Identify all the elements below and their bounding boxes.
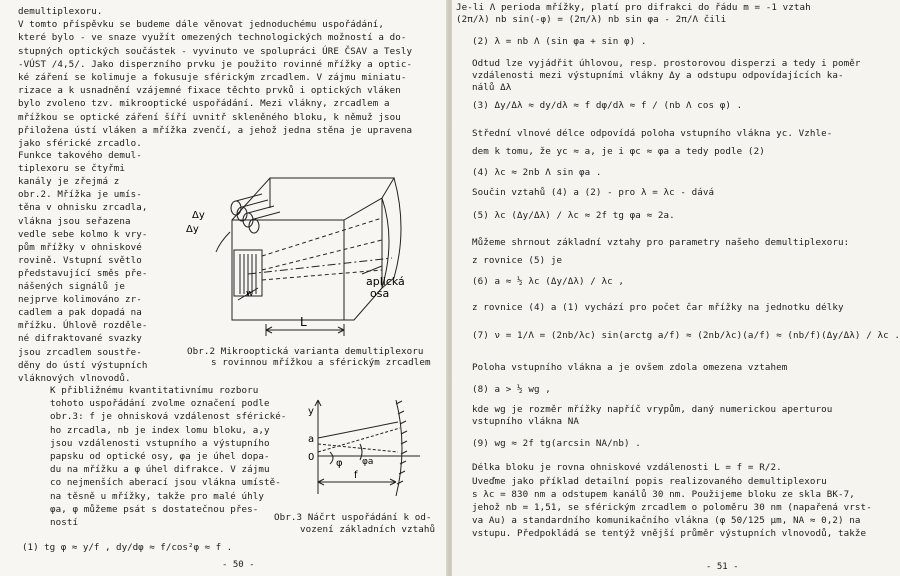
text-line: (6) a ≈ ½ λc (Δy/Δλ) / λc , (472, 276, 625, 287)
text-line: (2) λ = nb Λ (sin φa + sin φ) . (472, 36, 647, 47)
text-line: (8) a > ½ wg , (472, 384, 551, 395)
text-line: obr.3: f je ohnisková vzdálenost sférické- (50, 411, 287, 423)
text-line: (5) λc (Δy/Δλ) / λc ≈ 2f tg φa ≈ 2a. (472, 210, 675, 221)
text-line: dem k tomu, že yc ≈ a, je i φc ≈ φa a tedy podle (2) (472, 146, 765, 157)
text-line: Můžeme shrnout základní vztahy pro parametry našeho demultiplexoru: (472, 237, 850, 248)
figure-2-label-l: L (300, 315, 307, 329)
text-line: va Au) a standardního komunikačního vlákna (φ 50/125 μm, NA ≈ 0,2) na (472, 515, 861, 526)
text-line: vstupního vlákna NA (472, 416, 579, 427)
text-line: vzdálenosti mezi výstupními vlákny Δy a odstupu odpovídajících ka- (472, 70, 844, 81)
right-page (452, 0, 900, 576)
text-line: vstupu. Předpokládá se tentýž vnější průměr výstupních vlnovodů, takže (472, 528, 867, 539)
text-line: ké záření se kolimuje a fokusuje sférickým zrcadlem. V zájmu miniatu- (18, 72, 407, 83)
text-line: papsku od optické osy, φa je úhel dopa- (50, 451, 270, 462)
text-line: představující směs pře- (18, 267, 148, 279)
text-line: Funkce takového demul- (18, 150, 142, 161)
figure-2-demultiplexer (182, 170, 444, 370)
text-line: kanály je zřejmá z (18, 176, 120, 188)
text-line: Uveďme jako příklad detailní popis realizovaného demultiplexoru (472, 476, 827, 487)
text-line: vláknových vlnovodů. (18, 372, 131, 384)
text-line: s λc = 830 nm a odstupem kanálů 30 nm. Použijeme bloku ze skla BK-7, (472, 489, 855, 500)
text-line: jsou vzdálenosti vstupního a výstupního (50, 437, 270, 449)
text-line: rizace a k usnadnění vzájemné fixace těchto prvků i optických vláken (18, 85, 401, 97)
page-number-right: - 51 - (706, 562, 739, 572)
figure-3-label-a: a (308, 434, 315, 445)
text-line: Odtud lze vyjádřit úhlovou, resp. prostorovou disperzi a tedy i poměr (472, 58, 861, 69)
text-line: du na mřížku a φ úhel difrakce. V zájmu (50, 464, 270, 476)
text-line: nálů Δλ (472, 82, 512, 93)
text-line: (7) ν = 1/Λ = (2nb/λc) sin(arctg a/f) ≈ (2nb/λc)(a/f) ≈ (nb/f)(Δy/Δλ) / λc . (472, 330, 900, 341)
text-line: (2π/λ) nb sin(-φ) = (2π/λ) nb sin φa - 2π/Λ čili (456, 14, 727, 25)
figure-3-caption-2: vození základních vztahů (300, 524, 436, 535)
figure-2-label-axis-1: aplická (366, 275, 405, 288)
figure-2-label-dy: Δy (192, 210, 205, 221)
text-line: jsou zrcadlem soustře- (18, 346, 142, 358)
text-line: Střední vlnové délce odpovídá poloha vstupního vlákna yc. Vzhle- (472, 128, 833, 139)
text-line: jehož nb = 1,51, se sférickým zrcadlem o poloměru 30 nm (napařená vrst- (472, 502, 872, 513)
text-line: děny do ústí výstupních (18, 359, 148, 371)
text-line: pům mřížky v ohniskové (18, 241, 142, 253)
figure-3-label-zero: 0 (308, 452, 315, 463)
text-line: na těsně u mřížky, takže pro malé úhly (50, 490, 264, 502)
figure-3-label-phia: φa (362, 457, 374, 467)
text-line: obr.2. Mřížka je umís- (18, 189, 142, 201)
text-line: z rovnice (5) je (472, 255, 563, 266)
figure-2-caption-1: Obr.2 Mikrooptická varianta demultiplexoru (187, 346, 424, 357)
text-line: těna v ohnisku zrcadla, (18, 202, 148, 214)
text-line: rovině. Vstupní světlo (18, 254, 142, 266)
page-number-left: - 50 - (222, 560, 255, 570)
text-line: V tomto příspěvku se budeme dále věnovat jednoduchému uspořádání, (18, 19, 385, 31)
figure-2-label-axis-2: osa (370, 287, 390, 300)
text-line: Součin vztahů (4) a (2) - pro λ = λc - dává (472, 187, 715, 198)
text-line: né difraktované svazky (18, 333, 142, 345)
text-line: (3) Δy/Δλ ≈ dy/dλ ≈ f dφ/dλ ≈ f / (nb Λ cos φ) . (472, 100, 743, 111)
text-line: (4) λc ≈ 2nb Λ sin φa . (472, 167, 602, 178)
text-line: demultiplexoru. (18, 6, 103, 17)
text-line: z rovnice (4) a (1) vychází pro počet čar mřížky na jednotku délky (472, 302, 844, 313)
text-line: K přibližnému kvantitativnímu rozboru (50, 385, 259, 396)
text-line: tiplexoru se čtyřmi (18, 163, 125, 175)
figure-3-sketch (300, 394, 440, 504)
text-line: vlákna jsou seřazena (18, 215, 131, 227)
text-line: Délka bloku je rovna ohniskové vzdálenosti L = f = R/2. (472, 462, 782, 473)
text-line: tohoto uspořádání zvolme označení podle (50, 398, 270, 410)
text-line: Je-li Λ perioda mřížky, platí pro difrakci do řádu m = -1 vztah (456, 2, 811, 13)
text-line: -VÚST /4,5/. Jako disperzního prvku je použito rovinné mřížky a optic- (18, 58, 413, 70)
figure-2-label-w: w (246, 289, 254, 299)
figure-3-drawing (300, 394, 440, 504)
text-line: bylo zvoleno tzv. mikrooptické uspořádání. Mezi vlákny, zrcadlem a (18, 98, 390, 110)
text-line: mřížkou se optické záření šíří uvnitř skleněného bloku, k němuž jsou (18, 111, 401, 123)
text-line: které bylo - ve snaze využít omezených technologických možností a do- (18, 32, 407, 44)
text-line: Poloha vstupního vlákna a je ovšem zdola omezena vztahem (472, 362, 788, 373)
left-page (0, 0, 448, 576)
text-line: ho zrcadla, nb je index lomu bloku, a,y (50, 424, 270, 436)
text-line: cadlem a pak dopadá na (18, 307, 142, 319)
text-line: nejprve kolimováno zr- (18, 294, 142, 306)
text-line: kde wg je rozměr mřížky napříč vrypům, daný numerickou aperturou (472, 404, 833, 415)
figure-2-label-dy-2: Δy (186, 224, 199, 235)
figure-2-drawing (182, 170, 444, 370)
figure-3-label-phi: φ (336, 458, 343, 469)
text-line: ností (50, 517, 79, 528)
text-line: nášených signálů je (18, 281, 125, 292)
text-line: (9) wg ≈ 2f tg(arcsin NA/nb) . (472, 438, 641, 449)
text-line: co nejmenších aberací jsou vlákna umístě- (50, 477, 281, 489)
text-line: vedle sebe kolmo k vry- (18, 228, 148, 240)
figure-3-label-f: f (354, 470, 358, 481)
figure-3-label-y: y (308, 406, 314, 417)
text-line: mřížku. Úhlově rozděle- (18, 320, 148, 332)
text-line: φa, φ můžeme psát s dostatečnou přes- (50, 503, 259, 515)
figure-2-caption-2: s rovinnou mřížkou a sférickým zrcadlem (211, 357, 431, 368)
text-line: stupných optických součástek - vyvinuto ve spolupráci ÚRE ČSAV a Tesly (18, 45, 413, 57)
figure-3-caption-1: Obr.3 Náčrt uspořádání k od- (274, 512, 432, 523)
text-line: jako sférické zrcadlo. (18, 138, 142, 149)
text-line: přiložena ústí vláken a mřížka zvenčí, a jehož jedna stěna je upravena (18, 124, 413, 136)
equation-1: (1) tg φ ≈ y/f , dy/dφ ≈ f/cos²φ ≈ f . (22, 542, 233, 553)
